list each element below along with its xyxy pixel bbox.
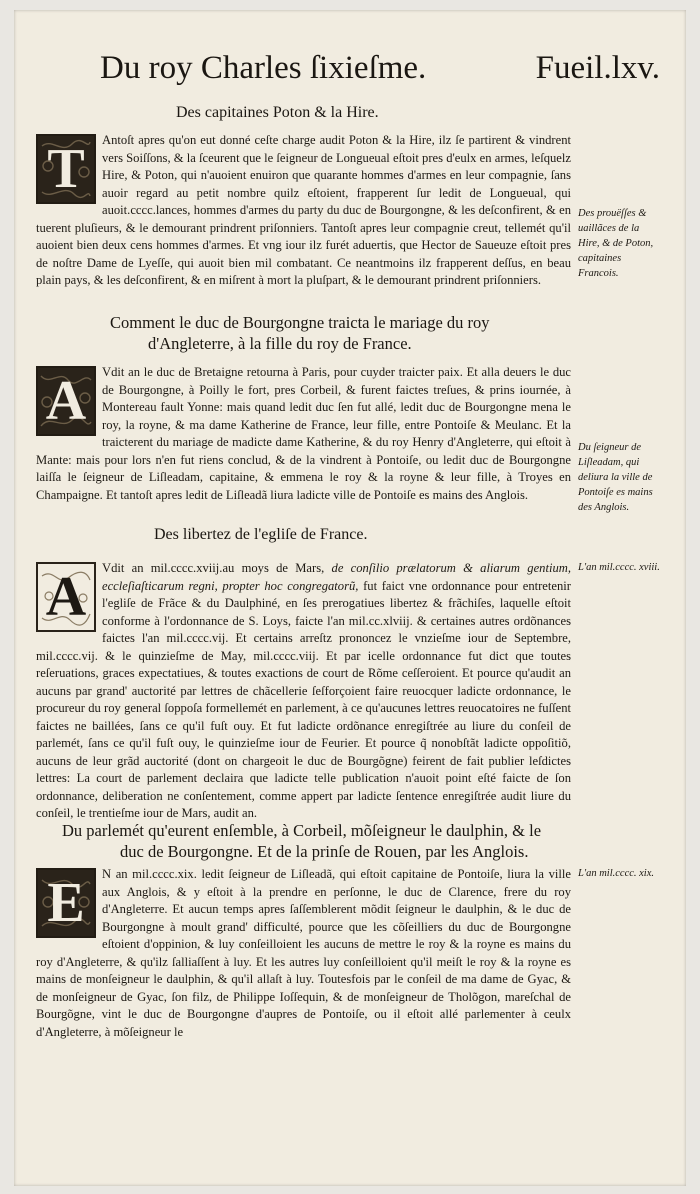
latin-phrase: de conſilio prælatorum & aliarum gentium, eccleſiaſticarum regni, propter hoc congregatorũ,: [102, 561, 571, 593]
paragraph-text: N an mil.cccc.xix. ledit ſeigneur de Liſleadã, qui eſtoit capitaine de Pontoiſe, liura la ville aux Anglois, & y eſtoit à la prendre en perſonne, le duc de Clarence, frere du roy d'Angleterre. Et aucun temps apres ſaſſemblerent mõdit ſeigneur le daulphin, & le duc de Bourgongne à moult grand' difficulté, pource que les cõſeilliers du duc de Bourgongne eſtoient d'oppinion, & luy conſeilloient les aucuns de mettre le roy & la royne es mains du roy d'Angleterre, & qu'ilz ſalliaſſent à luy. Et les autres luy conſeilloient qu'il meiſt le roy & la royne es mains de monſeigneur le daulphin, & qu'il allaſt à luy. Toutesfois par le conſeil de ma dame de Gyac, & de monſeigneur de Gyac, ſon filz, de Philippe Ioſſequin, & de monſeigneur de Tholõgon, mareſchal de Bourgõgne, vint le duc de Bourgongne d'aupres de Pontoiſe, ou il eſtoit allé parlementer à ceulx d'Angleterre, à mõſeigneur le: [36, 867, 571, 1039]
section-heading-line: Du parlemét qu'eurent enſemble, à Corbeil, mõſeigneur le daulphin, & le: [62, 821, 542, 840]
section-body-parliament: [36, 866, 571, 1041]
section-heading-parliament: [62, 820, 541, 862]
paragraph-text: Vdit an le duc de Bretaigne retourna à Paris, pour cuyder traicter paix. Et alla deuers le duc de Bourgongne, à Poilly le fort, pres Corbeil, & furent faictes treſues, & prins iournée, à Montereau fault Yonne: mais quand ledit duc ſen fut allé, ledit duc de Bourgongne mena le roy, la royne, & ma dame Katherine de France, leur fille, entre Pontoiſe & Meulanc. Et la traicterent du mariage de madicte dame Katherine, & du roy Henry d'Angleterre, qui eſtoit à Mante: mais pour lors n'en fut riens conclud, & de la vindrent à Pontoiſe, ou ledit duc de Bourgongne laiſſa le ſeigneur de Liſleadam, capitaine, & emmena le roy & la royne & leur fille, à Troyes en Champaigne. Et tantoſt apres ledit de Liſleadã liura ladicte ville de Pontoiſe es mains des Anglois.: [36, 365, 571, 502]
section-heading-marriage: [110, 312, 490, 354]
section-body-marriage: [36, 364, 571, 504]
folio-number: Fueil.lxv.: [535, 50, 660, 86]
section-heading-captains: Des capitaines Poton & la Hire.: [176, 104, 379, 121]
decorated-initial-t: T: [36, 134, 96, 204]
section-heading-liberties: Des libertez de l'egliſe de France.: [154, 526, 368, 543]
margin-note-lisleadam: Du ſeigneur de Liſleadam, qui deliura la ville de Pontoiſe es mains des Anglois.: [578, 442, 653, 513]
margin-note-prowess: Des prouëſſes & uaillãces de la Hire, & de Poton, capitaines Francois.: [578, 208, 654, 279]
paragraph-text: Antoſt apres qu'on eut donné ceſte charge audit Poton & la Hire, ilz ſe partirent & vindrent vers Soiſſons, & la ſceurent que le ſeigneur de Longueual eſtoit pres d'eulx en armes, leſquelz Hire, & Poton, qui n'auoient enuiron que quarante hommes d'armes en leur compagnie, ſans auoir regard au petit nombre quilz eſtoient, frapperent ſur ledit de Longueual, qui auoit.cccc.lances, hommes d'armes du party du duc de Bourgongne, & les deſconfirent, & en tuerent pluſieurs, & le demourant prindrent priſonniers. Tantoſt apres leur compagnie creut, tellemét qu'il auoient bien deux cens hommes d'armes. Et vng iour ilz furét aduertis, que Hector de Saueuze eſtoit pres de noſtre Dame de Lyeſſe, qui auoit bien mil combatant. Ce neantmoins ilz frapperent deſſus, en beau plain pays, & les deſconfirent, & en miſrent à mort la pluſpart, & le demourant prindrent priſonniers.: [36, 133, 571, 287]
decorated-initial-a: A: [36, 366, 96, 436]
margin-note-year-1418: L'an mil.cccc. xviii.: [578, 562, 660, 573]
paragraph-text: Vdit an mil.cccc.xviij.au moys de Mars,: [102, 561, 325, 575]
section-body-liberties: [36, 560, 571, 823]
running-title: Du roy Charles ſixieſme.: [100, 50, 427, 86]
margin-note-year-1419: L'an mil.cccc. xix.: [578, 868, 655, 879]
section-heading-line: d'Angleterre, à la fille du roy de France.: [148, 334, 412, 353]
decorated-initial-e: E: [36, 868, 96, 938]
decorated-initial-a: A: [36, 562, 96, 632]
section-heading-line: duc de Bourgongne. Et de la prinſe de Rouen, par les Anglois.: [120, 842, 529, 861]
section-body-captains: [36, 132, 571, 290]
paragraph-text: fut faict vne ordonnance pour entretenir l'egliſe de Frãce & du Daulphiné, en ſes prerogatiues libertez & frãchiſes, laquelle eſtoit conforme à l'ordonnance de S. Loys, faicte l'an mil.cc.xlviij. & certaines autres ordõnances faictes l'an mil.cccc.vij. Et certains arreſtz prononcez le vnzieſme iour de Septembre, mil.cccc.vij. & le quinzieſme de May, mil.cccc.viij. Et par icelle ordonnance fut dict que toutes reſeruations, graces expectatiues, & toutes exactions de court de Rõme ceſſeroient. Et pource qu'audit an aucuns par grand' auctorité par lettres de chãcellerie ſeſforçoient faire reuocquer ladicte ordonnance, le procureur du roy general ſoppoſa formellemét en parlement, à ce qu'aucunes lettres reuocatoires ne fuſſent faictes ne baillées, ſans ce qu'il fuſt ouy. Et fut ladicte ordõnance enregiſtrée au liure du conſeil de parlemét, ſans ce qu'il fuſt ouy, le quinzieſme iour de Feurier. Et pource q̃ nonobſtãt ladicte oppoſitiõ, aucuns de leur grãd auctorité (dont on chargeoit le duc de Bourgõgne) feirent de fait publier leſdictes lettres: La court de parlement declaira que ladicte telle publication n'auoit point eſté faicte de ſon ordonnance, deliberation ne conſentement, comme appert par ladicte ſentence enregiſtrée audit liure du conſeil, le trentieſme iour de Mars, audit an.: [36, 578, 571, 820]
section-heading-line: Comment le duc de Bourgongne traicta le mariage du roy: [110, 313, 490, 332]
